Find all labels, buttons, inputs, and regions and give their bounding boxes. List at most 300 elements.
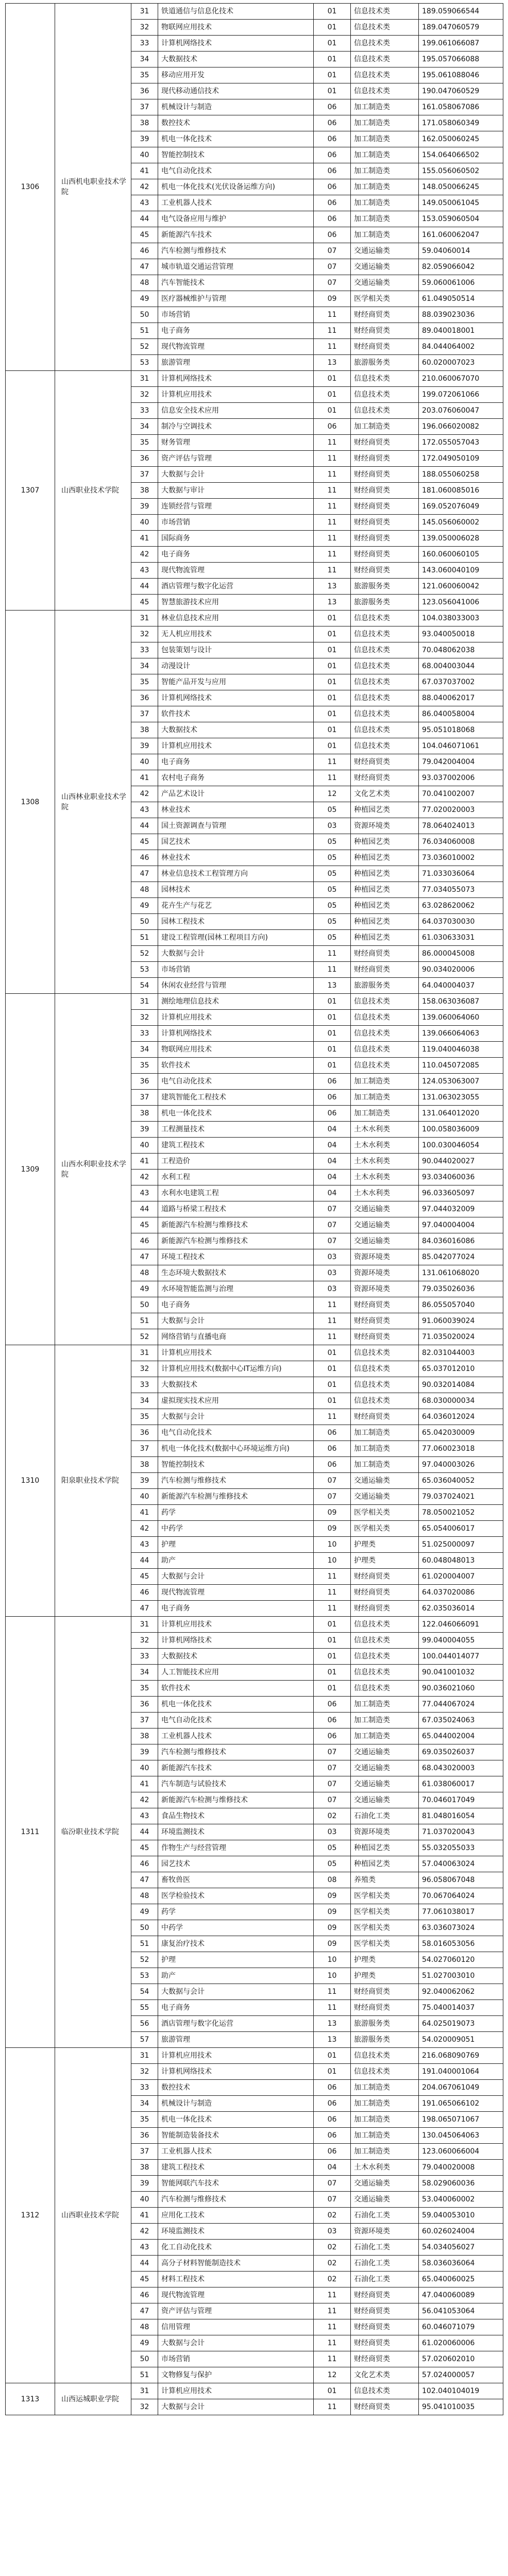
category-name: 加工制造类	[351, 179, 419, 195]
major-name: 电气自动化技术	[158, 163, 314, 179]
category-code: 04	[314, 1170, 351, 1185]
major-name: 文物修复与保护	[158, 2367, 314, 2383]
cutoff-score: 90.041001032	[419, 1665, 503, 1681]
major-number: 31	[131, 1617, 158, 1633]
major-name: 环境监测技术	[158, 1824, 314, 1840]
category-code: 01	[314, 83, 351, 99]
category-name: 护理类	[351, 1968, 419, 1984]
cutoff-score: 53.040060002	[419, 2192, 503, 2208]
category-name: 财经商贸类	[351, 1601, 419, 1617]
cutoff-score: 77.034055073	[419, 882, 503, 898]
major-number: 54	[131, 978, 158, 994]
cutoff-score: 81.048016054	[419, 1808, 503, 1824]
category-name: 财经商贸类	[351, 339, 419, 355]
cutoff-score: 79.037024021	[419, 1489, 503, 1505]
cutoff-score: 131.063023055	[419, 1090, 503, 1106]
category-code: 01	[314, 1649, 351, 1665]
major-number: 34	[131, 1042, 158, 1058]
major-name: 建设工程管理(园林工程项目方向)	[158, 930, 314, 946]
category-name: 种植园艺类	[351, 1840, 419, 1856]
category-code: 11	[314, 1984, 351, 2000]
school-name: 山西职业技术学院	[55, 2048, 131, 2383]
major-number: 40	[131, 515, 158, 531]
category-name: 资源环境类	[351, 818, 419, 834]
category-name: 种植园艺类	[351, 834, 419, 850]
cutoff-score: 59.040053010	[419, 2208, 503, 2224]
category-code: 07	[314, 1473, 351, 1489]
cutoff-score: 123.056041006	[419, 595, 503, 611]
category-code: 09	[314, 1521, 351, 1537]
category-name: 文化艺术类	[351, 2367, 419, 2383]
major-name: 计算机网络技术	[158, 1633, 314, 1649]
major-number: 36	[131, 1697, 158, 1713]
category-code: 07	[314, 259, 351, 275]
cutoff-score: 68.004003044	[419, 658, 503, 674]
category-name: 护理类	[351, 1553, 419, 1569]
cutoff-score: 90.044020027	[419, 1154, 503, 1170]
major-name: 市场营销	[158, 307, 314, 323]
cutoff-score: 76.034060008	[419, 834, 503, 850]
category-code: 07	[314, 243, 351, 259]
major-name: 财务管理	[158, 435, 314, 451]
major-name: 水利工程	[158, 1170, 314, 1185]
category-name: 信息技术类	[351, 83, 419, 99]
cutoff-score: 171.058060349	[419, 115, 503, 131]
cutoff-score: 57.040063024	[419, 1856, 503, 1872]
category-code: 11	[314, 754, 351, 770]
major-number: 38	[131, 115, 158, 131]
major-name: 新能源汽车检测与维修技术	[158, 1217, 314, 1233]
major-name: 大数据与会计	[158, 1313, 314, 1329]
category-name: 财经商贸类	[351, 2351, 419, 2367]
major-number: 34	[131, 2096, 158, 2112]
major-name: 新能源汽车技术	[158, 1760, 314, 1776]
major-name: 电子商务	[158, 1297, 314, 1313]
category-name: 交通运输类	[351, 2192, 419, 2208]
category-name: 土木水利类	[351, 1170, 419, 1185]
major-number: 47	[131, 2303, 158, 2319]
cutoff-score: 51.025000097	[419, 1537, 503, 1553]
category-code: 01	[314, 674, 351, 690]
category-name: 信息技术类	[351, 1649, 419, 1665]
category-code: 09	[314, 1904, 351, 1920]
cutoff-score: 65.054006017	[419, 1521, 503, 1537]
major-number: 45	[131, 1840, 158, 1856]
category-code: 11	[314, 2335, 351, 2351]
category-name: 交通运输类	[351, 1760, 419, 1776]
cutoff-score: 210.060067070	[419, 371, 503, 387]
cutoff-score: 67.037037002	[419, 674, 503, 690]
category-name: 加工制造类	[351, 1697, 419, 1713]
major-number: 37	[131, 2144, 158, 2160]
major-number: 36	[131, 1425, 158, 1441]
major-name: 电子商务	[158, 2000, 314, 2016]
category-code: 06	[314, 1074, 351, 1090]
major-name: 园艺技术	[158, 1856, 314, 1872]
category-code: 11	[314, 2351, 351, 2367]
major-number: 39	[131, 738, 158, 754]
cutoff-score: 55.032055033	[419, 1840, 503, 1856]
major-number: 47	[131, 1872, 158, 1888]
major-name: 新能源汽车检测与维修技术	[158, 1489, 314, 1505]
category-code: 09	[314, 1505, 351, 1521]
major-number: 50	[131, 914, 158, 930]
category-code: 05	[314, 914, 351, 930]
category-name: 加工制造类	[351, 195, 419, 211]
category-name: 信息技术类	[351, 611, 419, 626]
major-number: 43	[131, 1808, 158, 1824]
major-name: 工程测量技术	[158, 1122, 314, 1138]
category-code: 05	[314, 866, 351, 882]
category-code: 12	[314, 2367, 351, 2383]
major-number: 45	[131, 595, 158, 611]
cutoff-score: 191.040001064	[419, 2064, 503, 2080]
cutoff-score: 64.040004037	[419, 978, 503, 994]
category-code: 01	[314, 1681, 351, 1697]
category-name: 财经商贸类	[351, 1313, 419, 1329]
cutoff-score: 161.058067086	[419, 99, 503, 115]
major-number: 32	[131, 1010, 158, 1026]
major-name: 工业机器人技术	[158, 2144, 314, 2160]
major-number: 31	[131, 994, 158, 1010]
major-number: 51	[131, 930, 158, 946]
major-name: 机电一体化技术(光伏设备运维方向)	[158, 179, 314, 195]
cutoff-score: 139.060064060	[419, 1010, 503, 1026]
category-code: 07	[314, 1760, 351, 1776]
major-number: 38	[131, 722, 158, 738]
major-name: 计算机网络技术	[158, 371, 314, 387]
category-name: 信息技术类	[351, 2383, 419, 2399]
cutoff-score: 124.053063007	[419, 1074, 503, 1090]
major-name: 铁道通信与信息化技术	[158, 4, 314, 20]
category-code: 04	[314, 1122, 351, 1138]
category-name: 交通运输类	[351, 1473, 419, 1489]
major-number: 45	[131, 2272, 158, 2287]
major-number: 31	[131, 371, 158, 387]
category-name: 信息技术类	[351, 1361, 419, 1377]
cutoff-score: 199.072061066	[419, 387, 503, 403]
major-name: 数控技术	[158, 2080, 314, 2096]
major-name: 动漫设计	[158, 658, 314, 674]
cutoff-score: 64.037020086	[419, 1585, 503, 1601]
category-code: 04	[314, 1138, 351, 1154]
major-number: 47	[131, 259, 158, 275]
major-number: 35	[131, 67, 158, 83]
major-number: 35	[131, 674, 158, 690]
major-number: 39	[131, 1122, 158, 1138]
category-name: 财经商贸类	[351, 451, 419, 467]
major-number: 47	[131, 1249, 158, 1265]
category-code: 01	[314, 722, 351, 738]
major-number: 32	[131, 1361, 158, 1377]
major-number: 48	[131, 275, 158, 291]
cutoff-score: 95.041010035	[419, 2399, 503, 2415]
category-name: 信息技术类	[351, 387, 419, 403]
category-name: 信息技术类	[351, 1058, 419, 1074]
cutoff-score: 65.044002004	[419, 1728, 503, 1744]
cutoff-score: 71.033036064	[419, 866, 503, 882]
major-number: 42	[131, 179, 158, 195]
major-name: 大数据技术	[158, 1377, 314, 1393]
category-code: 06	[314, 115, 351, 131]
major-number: 54	[131, 1984, 158, 2000]
major-name: 新能源汽车检测与维修技术	[158, 1233, 314, 1249]
major-name: 水环境智能监测与治理	[158, 1281, 314, 1297]
major-number: 51	[131, 2367, 158, 2383]
category-code: 11	[314, 2303, 351, 2319]
category-code: 11	[314, 1585, 351, 1601]
category-name: 交通运输类	[351, 1217, 419, 1233]
cutoff-score: 153.059060504	[419, 211, 503, 227]
cutoff-score: 57.020602010	[419, 2351, 503, 2367]
category-name: 交通运输类	[351, 1776, 419, 1792]
cutoff-score: 69.035026037	[419, 1744, 503, 1760]
category-name: 财经商贸类	[351, 2287, 419, 2303]
category-name: 信息技术类	[351, 1393, 419, 1409]
cutoff-score: 100.030046054	[419, 1138, 503, 1154]
table-row	[6, 1617, 503, 1633]
category-name: 种植园艺类	[351, 850, 419, 866]
category-code: 01	[314, 20, 351, 36]
cutoff-score: 61.049050514	[419, 291, 503, 307]
category-code: 07	[314, 2192, 351, 2208]
cutoff-score: 77.044067024	[419, 1697, 503, 1713]
cutoff-score: 61.020060006	[419, 2335, 503, 2351]
major-name: 制冷与空调技术	[158, 419, 314, 435]
cutoff-score: 86.000045008	[419, 946, 503, 962]
category-name: 信息技术类	[351, 1665, 419, 1681]
category-code: 03	[314, 1281, 351, 1297]
cutoff-score: 65.036040052	[419, 1473, 503, 1489]
major-number: 41	[131, 163, 158, 179]
major-number: 35	[131, 435, 158, 451]
cutoff-score: 59.04060014	[419, 243, 503, 259]
category-name: 财经商贸类	[351, 547, 419, 563]
major-number: 41	[131, 1505, 158, 1521]
category-name: 文化艺术类	[351, 786, 419, 802]
category-code: 06	[314, 1090, 351, 1106]
category-name: 加工制造类	[351, 115, 419, 131]
category-code: 01	[314, 1010, 351, 1026]
cutoff-score: 89.040018001	[419, 323, 503, 339]
major-number: 34	[131, 419, 158, 435]
cutoff-score: 71.035020024	[419, 1329, 503, 1345]
school-code: 1307	[6, 371, 55, 611]
category-name: 财经商贸类	[351, 467, 419, 483]
major-name: 工业机器人技术	[158, 1728, 314, 1744]
category-name: 信息技术类	[351, 20, 419, 36]
category-name: 种植园艺类	[351, 882, 419, 898]
cutoff-score: 63.028620062	[419, 898, 503, 914]
cutoff-score: 58.016053056	[419, 1936, 503, 1952]
major-number: 41	[131, 531, 158, 547]
major-number: 32	[131, 2064, 158, 2080]
school-code: 1311	[6, 1617, 55, 2048]
category-name: 加工制造类	[351, 99, 419, 115]
cutoff-score: 51.027003010	[419, 1968, 503, 1984]
category-name: 交通运输类	[351, 275, 419, 291]
major-name: 资产评估与管理	[158, 451, 314, 467]
major-number: 43	[131, 1537, 158, 1553]
category-name: 土木水利类	[351, 1154, 419, 1170]
cutoff-score: 195.057066088	[419, 52, 503, 67]
cutoff-score: 172.049050109	[419, 451, 503, 467]
cutoff-score: 154.064066502	[419, 147, 503, 163]
major-number: 42	[131, 547, 158, 563]
category-name: 护理类	[351, 1952, 419, 1968]
category-code: 02	[314, 2256, 351, 2272]
category-name: 信息技术类	[351, 738, 419, 754]
major-number: 57	[131, 2032, 158, 2048]
major-number: 50	[131, 1920, 158, 1936]
cutoff-score: 203.076060047	[419, 403, 503, 419]
category-name: 财经商贸类	[351, 1569, 419, 1585]
category-code: 11	[314, 1409, 351, 1425]
major-name: 水利水电建筑工程	[158, 1185, 314, 1201]
cutoff-score: 64.036012024	[419, 1409, 503, 1425]
category-code: 09	[314, 291, 351, 307]
cutoff-score: 57.024000057	[419, 2367, 503, 2383]
category-code: 05	[314, 1856, 351, 1872]
category-name: 信息技术类	[351, 371, 419, 387]
category-code: 06	[314, 1441, 351, 1457]
category-code: 11	[314, 435, 351, 451]
cutoff-score: 181.060085016	[419, 483, 503, 499]
major-name: 市场营销	[158, 515, 314, 531]
category-name: 加工制造类	[351, 227, 419, 243]
major-number: 33	[131, 1649, 158, 1665]
category-name: 信息技术类	[351, 626, 419, 642]
major-number: 39	[131, 131, 158, 147]
school-code: 1309	[6, 994, 55, 1345]
major-number: 53	[131, 355, 158, 371]
category-code: 11	[314, 531, 351, 547]
cutoff-score: 58.036036064	[419, 2256, 503, 2272]
cutoff-score: 139.050006028	[419, 531, 503, 547]
major-number: 53	[131, 1968, 158, 1984]
major-number: 52	[131, 339, 158, 355]
major-number: 53	[131, 962, 158, 978]
category-name: 种植园艺类	[351, 930, 419, 946]
category-code: 01	[314, 371, 351, 387]
major-number: 41	[131, 770, 158, 786]
major-name: 产品艺术设计	[158, 786, 314, 802]
category-name: 养殖类	[351, 1872, 419, 1888]
category-name: 财经商贸类	[351, 2319, 419, 2335]
category-code: 07	[314, 1233, 351, 1249]
category-code: 03	[314, 818, 351, 834]
major-number: 41	[131, 2208, 158, 2224]
category-code: 03	[314, 1249, 351, 1265]
cutoff-score: 104.046071061	[419, 738, 503, 754]
cutoff-score: 63.036073024	[419, 1920, 503, 1936]
major-name: 康复治疗技术	[158, 1936, 314, 1952]
major-number: 34	[131, 1393, 158, 1409]
category-name: 信息技术类	[351, 674, 419, 690]
category-code: 07	[314, 2176, 351, 2192]
major-number: 32	[131, 626, 158, 642]
category-code: 11	[314, 339, 351, 355]
category-name: 医学相关类	[351, 1920, 419, 1936]
cutoff-score: 60.048048013	[419, 1553, 503, 1569]
cutoff-score: 60.020007023	[419, 355, 503, 371]
category-code: 07	[314, 1792, 351, 1808]
category-name: 加工制造类	[351, 147, 419, 163]
category-code: 11	[314, 307, 351, 323]
major-name: 环境监测技术	[158, 2224, 314, 2240]
category-code: 11	[314, 2000, 351, 2016]
major-number: 56	[131, 2016, 158, 2032]
cutoff-score: 160.060060105	[419, 547, 503, 563]
major-name: 国艺技术	[158, 834, 314, 850]
major-number: 47	[131, 866, 158, 882]
major-name: 智能控制技术	[158, 1457, 314, 1473]
major-name: 计算机应用技术(数据中心IT运维方向)	[158, 1361, 314, 1377]
category-code: 13	[314, 2032, 351, 2048]
school-code: 1310	[6, 1345, 55, 1617]
category-name: 信息技术类	[351, 658, 419, 674]
major-name: 连锁经营与管理	[158, 499, 314, 515]
cutoff-score: 189.047060579	[419, 20, 503, 36]
category-name: 种植园艺类	[351, 866, 419, 882]
category-code: 11	[314, 483, 351, 499]
category-name: 加工制造类	[351, 1074, 419, 1090]
cutoff-score: 131.064012020	[419, 1106, 503, 1122]
category-name: 信息技术类	[351, 1345, 419, 1361]
major-number: 33	[131, 36, 158, 52]
cutoff-score: 189.059066544	[419, 4, 503, 20]
major-number: 42	[131, 1521, 158, 1537]
major-name: 大数据技术	[158, 52, 314, 67]
table-row	[6, 4, 503, 20]
category-name: 财经商贸类	[351, 2303, 419, 2319]
major-name: 旅游管理	[158, 2032, 314, 2048]
major-name: 应用化工技术	[158, 2208, 314, 2224]
major-number: 31	[131, 1345, 158, 1361]
category-name: 石油化工类	[351, 1808, 419, 1824]
category-code: 06	[314, 131, 351, 147]
cutoff-score: 96.033605097	[419, 1185, 503, 1201]
major-name: 大数据与审计	[158, 483, 314, 499]
cutoff-score: 143.060040109	[419, 563, 503, 579]
category-code: 11	[314, 547, 351, 563]
category-name: 信息技术类	[351, 67, 419, 83]
category-name: 信息技术类	[351, 4, 419, 20]
major-name: 酒店管理与数字化运营	[158, 579, 314, 595]
cutoff-score: 97.044032009	[419, 1201, 503, 1217]
major-name: 花卉生产与花艺	[158, 898, 314, 914]
major-number: 34	[131, 52, 158, 67]
major-number: 40	[131, 147, 158, 163]
cutoff-score: 60.046071079	[419, 2319, 503, 2335]
school-name: 山西机电职业技术学院	[55, 4, 131, 371]
category-code: 11	[314, 563, 351, 579]
category-code: 01	[314, 4, 351, 20]
category-code: 06	[314, 195, 351, 211]
category-name: 土木水利类	[351, 2160, 419, 2176]
category-code: 09	[314, 1920, 351, 1936]
cutoff-score: 188.055060258	[419, 467, 503, 483]
category-name: 加工制造类	[351, 2096, 419, 2112]
category-code: 06	[314, 1713, 351, 1728]
category-name: 财经商贸类	[351, 2000, 419, 2016]
major-name: 医学检验技术	[158, 1888, 314, 1904]
category-name: 财经商贸类	[351, 2335, 419, 2351]
category-code: 05	[314, 802, 351, 818]
major-name: 环境工程技术	[158, 1249, 314, 1265]
major-name: 林业信息技术应用	[158, 611, 314, 626]
admission-table	[5, 3, 503, 2415]
